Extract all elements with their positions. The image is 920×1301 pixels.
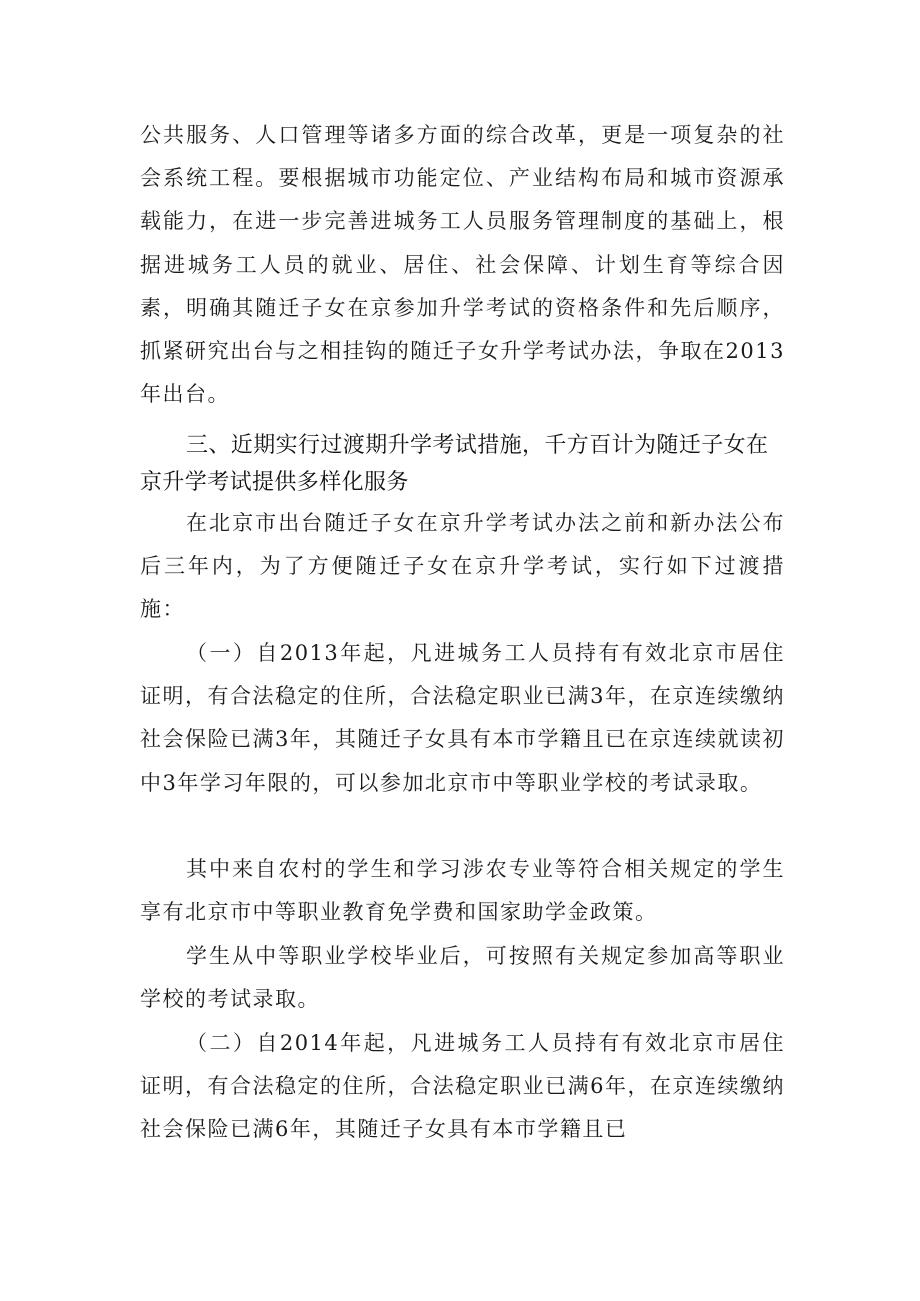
- section-heading-3: 三、近期实行过渡期升学考试措施，千方百计为随迁子女在京升学考试提供多样化服务: [140, 433, 769, 495]
- paragraph-graduates: 学生从中等职业学校毕业后，可按照有关规定参加高等职业学校的考试录取。: [140, 944, 785, 1012]
- paragraph-item-2: （二）自2014年起，凡进城务工人员持有有效北京市居住证明，有合法稳定的住所，合法稳定职业已满6年，在京连续缴纳社会保险已满6年，其随迁子女具有本市学籍且已: [140, 1031, 785, 1142]
- paragraph-intro: 公共服务、人口管理等诸多方面的综合改革，更是一项复杂的社会系统工程。要根据城市功能定位、产业结构布局和城市资源承载能力，在进一步完善进城务工人员服务管理制度的基础上，根据进城务工人员的就业、居住、社会保障、计划生育等综合因素，明确其随迁子女在京参加升学考试的资格条件和先后顺序，抓紧研究出台与之相挂钩的随迁子女升学考试办法，争取在2013年出台。: [140, 123, 785, 407]
- paragraph-rural-students: 其中来自农村的学生和学习涉农专业等符合相关规定的学生享有北京市中等职业教育免学费和国家助学金政策。: [140, 857, 785, 925]
- paragraph-transition-intro: 在北京市出台随迁子女在京升学考试办法之前和新办法公布后三年内，为了方便随迁子女在京升学考试，实行如下过渡措施：: [140, 511, 785, 622]
- paragraph-item-1: （一）自2013年起，凡进城务工人员持有有效北京市居住证明，有合法稳定的住所，合法稳定职业已满3年，在京连续缴纳社会保险已满3年，其随迁子女具有本市学籍且已在京连续就读初中3年学习年限的，可以参加北京市中等职业学校的考试录取。: [140, 641, 785, 795]
